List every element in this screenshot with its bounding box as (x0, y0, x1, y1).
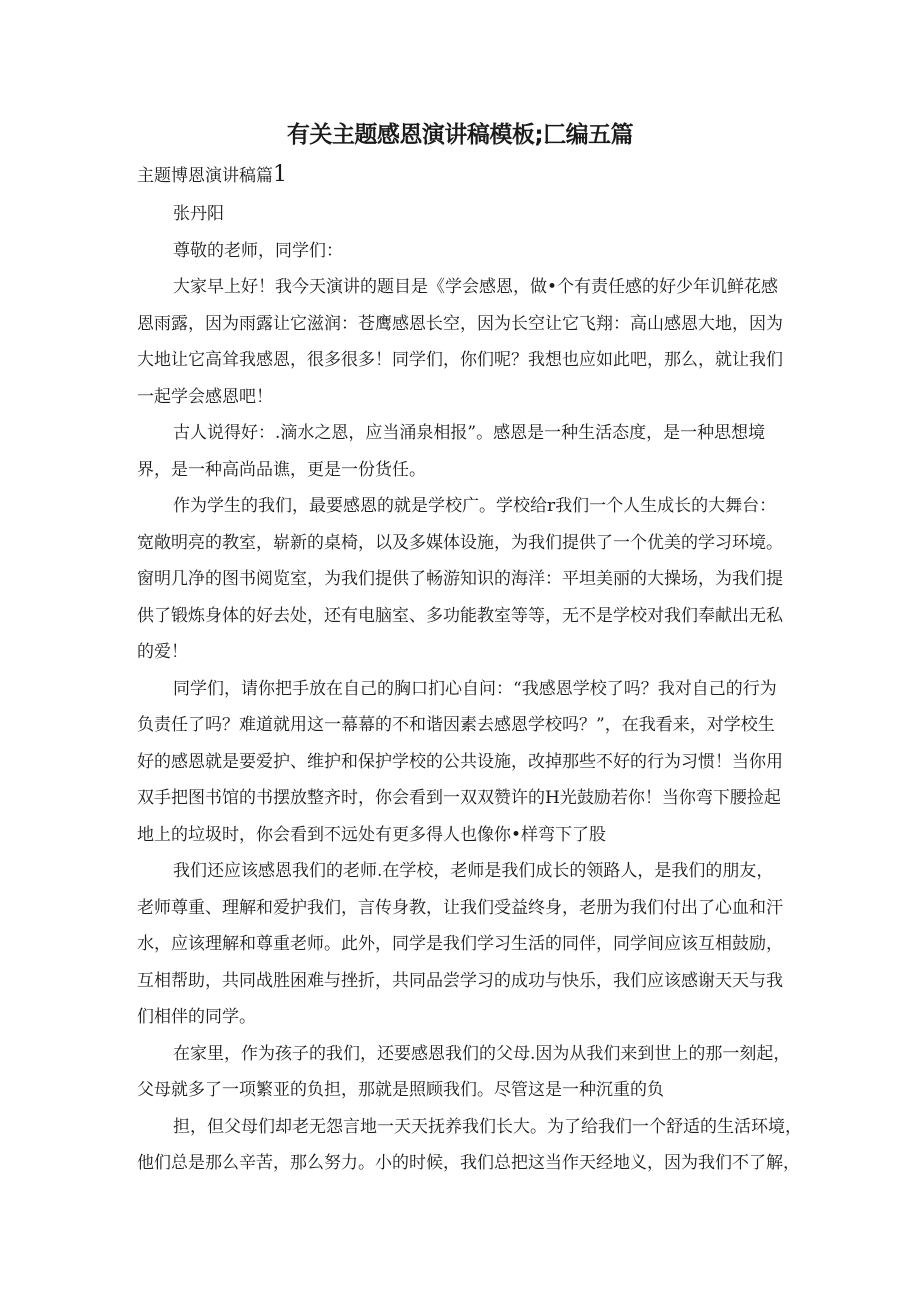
text-line: 宽敞明亮的教室，崭新的桌椅，以及多媒体设施，为我们提供了一个优美的学习环境。 (137, 532, 783, 553)
text-line: 的爱！ (137, 642, 188, 662)
section-heading (137, 161, 287, 187)
section-heading-text: 主题博恩演讲稿篇 (137, 166, 273, 186)
text-line: 在家里，作为孩子的我们，还要感恩我们的父母.因为从我们来到世上的那一刻起， (173, 1043, 791, 1064)
text-line: 我们还应该感恩我们的老师.在学校，老师是我们成长的领路人，是我们的朋友， (173, 861, 774, 881)
text-line: 作为学生的我们，最要感恩的就是学校广。学校给r我们一个人生成长的大舞台： (173, 496, 777, 516)
text-line: 供了锻炼身体的好去处，还有电脑室、多功能教室等等，无不是学校对我们奉献出无私 (137, 605, 783, 626)
text-line: 古人说得好：.滴水之恩，应当涌泉相报”。感恩是一种生活态度，是一种思想境 (173, 423, 766, 443)
text-line: 们相伴的同学。 (137, 1007, 256, 1027)
text-line: 父母就多了一项繁亚的负担，那就是照顾我们。尽管这是一种沉重的负 (137, 1080, 664, 1100)
text-line: 互相帮助，共同战胜困难与挫折，共同品尝学习的成功与快乐，我们应该感谢天天与我 (137, 970, 783, 991)
text-line: 一起学会感恩吧！ (137, 386, 273, 407)
text-line: 负责任了吗？难道就用这一幕幕的不和谐因素去感恩学校吗？”，在我看来，对学校生 (137, 715, 775, 735)
document-body (137, 196, 802, 1182)
text-line: 界，是一种高尚品谯，更是一份货任。 (137, 459, 426, 480)
document-title: 有关主题感恩演讲稿模板;匚编五篇 (286, 122, 634, 148)
text-line: 大地让它高耸我感恩，很多很多！同学们，你们呢？我想也应如此吧，那么，就让我们 (137, 350, 783, 370)
section-heading-number: 1 (273, 162, 287, 187)
text-line: 大家早上好！我今天演讲的题目是《学会感恩，做•个有责任感的好少年讥鲜花感 (173, 277, 779, 297)
text-line: 水，应该理解和尊重老师。此外，同学是我们学习生活的同伴，同学间应该互相鼓励， (137, 934, 783, 954)
text-line: 老师尊重、理解和爱护我们，言传身教，让我们受益终身，老册为我们付出了心血和汗 (137, 897, 783, 918)
text-line: 双手把图书馆的书摆放整齐时，你会看到一双双赞许的H光鼓励若你！当你弯下腰捡起 (137, 788, 781, 808)
text-line: 同学们，请你把手放在自己的胸口扪心自问：“我感恩学校了吗？我对自己的行为 (173, 678, 777, 699)
text-line: 好的感恩就是要爱护、维护和保护学校的公共设施，改掉那些不好的行为习惯！当你用 (137, 751, 783, 772)
text-line: 张丹阳 (173, 204, 224, 224)
text-line: 担，但父母们却老无怨言地一天天抚养我们长大。为了给我们一个舒适的生活环境， (173, 1116, 802, 1137)
text-line: 恩雨露，因为雨露让它滋润：苍鹰感恩长空，因为长空让它飞翔：高山感恩大地，因为 (137, 313, 783, 334)
text-line: 地上的垃圾时，你会看到不远处有更多得人也像你•样弯下了股 (137, 824, 607, 845)
text-line: 窗明几净的图书阅览室，为我们提供了畅游知识的海洋：平坦美丽的大操场，为我们提 (137, 569, 783, 589)
text-line: 尊敬的老师，同学们： (173, 240, 343, 261)
text-line: 他们总是那么辛苦，那么努力。小的时候，我们总把这当作天经地义，因为我们不了解， (137, 1153, 800, 1173)
